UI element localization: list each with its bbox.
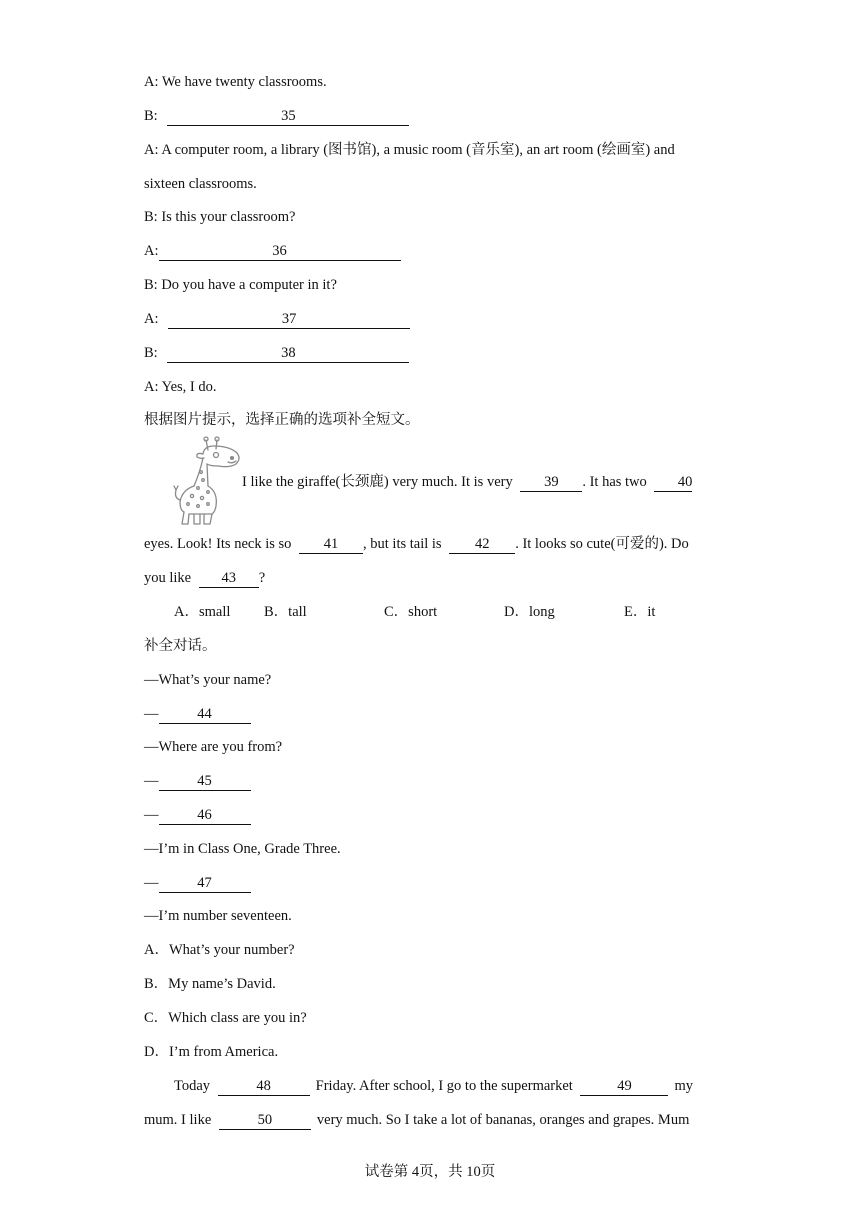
passage-text: . It looks so cute(可爱的). Do [515, 536, 689, 552]
option-c: C．Which class are you in? [144, 1010, 307, 1026]
dialog-line [144, 771, 251, 791]
speaker-label: B: [144, 345, 158, 361]
answer-blank-48[interactable]: 48 [218, 1078, 310, 1096]
answer-blank-40[interactable]: 40 [654, 474, 692, 492]
dash: — [144, 807, 159, 823]
dash: — [144, 773, 159, 789]
answer-blank-46[interactable]: 46 [159, 807, 251, 825]
answer-blank-42[interactable]: 42 [449, 536, 515, 554]
passage-text: very much. So I take a lot of bananas, oranges and grapes. Mum [316, 1112, 690, 1128]
passage-text: Today [174, 1078, 211, 1094]
dialog-line [144, 106, 409, 126]
passage-text: Friday. After school, I go to the supermarket [315, 1078, 573, 1094]
section-instruction: 根据图片提示，选择正确的选项补全短文。 [144, 412, 420, 428]
passage-text: I like the giraffe(长颈鹿) very much. It is very [242, 474, 513, 490]
speaker-label: B: [144, 108, 158, 124]
passage-line [174, 1076, 693, 1096]
passage-text: , but its tail is [363, 536, 442, 552]
passage-text: my [674, 1078, 693, 1094]
option-a: A．small [174, 604, 231, 620]
dialog-line: —What’s your name? [144, 672, 272, 688]
dialog-line: B: Is this your classroom? [144, 209, 296, 225]
passage-line [242, 472, 692, 492]
dialog-line [144, 343, 409, 363]
speaker-label: A: [144, 311, 159, 327]
dash: — [144, 706, 159, 722]
answer-blank-37[interactable]: 37 [168, 311, 410, 329]
answer-blank-38[interactable]: 38 [167, 345, 409, 363]
option-c: C．short [384, 604, 438, 620]
passage-line [144, 568, 265, 588]
dialog-line: —I’m number seventeen. [144, 908, 292, 924]
dialog-line: A: Yes, I do. [144, 379, 217, 395]
answer-blank-50[interactable]: 50 [219, 1112, 311, 1130]
dialog-line: A: We have twenty classrooms. [144, 74, 327, 90]
passage-text: you like [144, 570, 192, 586]
option-b: B．My name’s David. [144, 976, 276, 992]
answer-blank-36[interactable]: 36 [159, 243, 401, 261]
passage-line [144, 534, 689, 554]
answer-blank-45[interactable]: 45 [159, 773, 251, 791]
passage-text: mum. I like [144, 1112, 212, 1128]
dash: — [144, 875, 159, 891]
giraffe-image [170, 436, 244, 528]
option-d: D．I’m from America. [144, 1044, 279, 1060]
dialog-line: A: A computer room, a library (图书馆), a music room (音乐室), an art room (绘画室) and [144, 142, 675, 158]
passage-text: eyes. Look! Its neck is so [144, 536, 292, 552]
speaker-label: A: [144, 243, 159, 259]
answer-blank-35[interactable]: 35 [167, 108, 409, 126]
passage-text: ? [258, 570, 266, 586]
option-row [174, 602, 655, 622]
passage-line [144, 1110, 689, 1130]
dialog-line [144, 704, 251, 724]
dialog-line: B: Do you have a computer in it? [144, 277, 337, 293]
answer-blank-47[interactable]: 47 [159, 875, 251, 893]
answer-blank-49[interactable]: 49 [580, 1078, 668, 1096]
page-footer: 试卷第 4页，共 10页 [364, 1164, 496, 1180]
answer-blank-39[interactable]: 39 [520, 474, 582, 492]
dialog-line [144, 241, 401, 261]
answer-blank-41[interactable]: 41 [299, 536, 363, 554]
passage-text: . It has two [582, 474, 647, 490]
answer-blank-44[interactable]: 44 [159, 706, 251, 724]
dialog-line [144, 873, 251, 893]
dialog-line: —Where are you from? [144, 739, 283, 755]
dialog-line [144, 309, 410, 329]
option-d: D．long [504, 604, 555, 620]
option-b: B．tall [264, 604, 307, 620]
section-instruction: 补全对话。 [144, 638, 217, 654]
option-a: A．What’s your number? [144, 942, 295, 958]
dialog-line [144, 805, 251, 825]
option-e: E．it [624, 604, 656, 620]
answer-blank-43[interactable]: 43 [199, 570, 259, 588]
dialog-line: sixteen classrooms. [144, 176, 257, 192]
dialog-line: —I’m in Class One, Grade Three. [144, 841, 341, 857]
